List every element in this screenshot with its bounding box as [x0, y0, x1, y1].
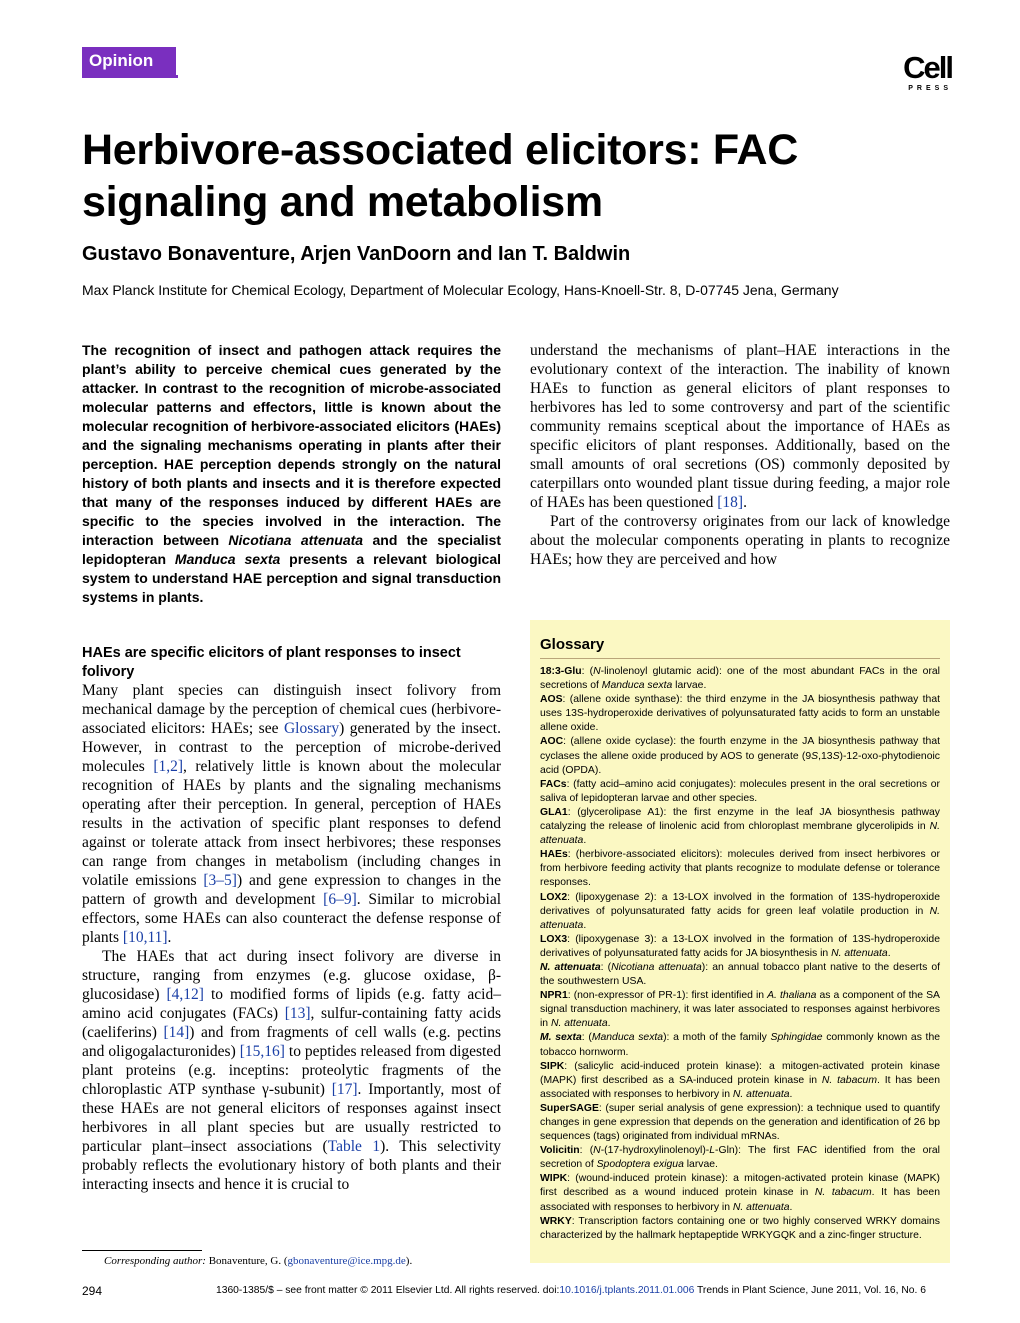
glossary-entry: AOS: (allene oxide synthase): the third enzyme in the JA biosynthesis pathway that uses 13S-hydroperoxide derivatives of polyunsaturated fatty acids to form an unstable allene oxide.	[540, 694, 940, 734]
glossary-term: SIPK	[540, 1060, 565, 1072]
glossary-term: AOS	[540, 694, 563, 706]
article-title: Herbivore-associated elicitors: FAC signaling and metabolism	[82, 126, 798, 226]
section-heading: HAEs are specific elicitors of plant responses to insect folivory	[82, 645, 461, 680]
glossary-entry: WRKY: Transcription factors containing one or two highly conserved WRKY domains characterized by the hallmark heptapeptide WRKYGQK and a zinc-finger structure.	[540, 1215, 940, 1241]
header-rule	[82, 75, 178, 78]
citation-link[interactable]: [13]	[284, 1005, 311, 1022]
glossary-entry: WIPK: (wound-induced protein kinase): a mitogen-activated protein kinase (MAPK) first described as a wound induced protein kinase in N. tabacum. It has been associated with responses to herbivory in N. attenuata.	[540, 1173, 941, 1213]
journal-footer: 1360-1385/$ – see front matter © 2011 Elsevier Ltd. All rights reserved. doi:10.1016/j.tplants.2011.01.006 Trends in Plant Science, June 2011, Vol. 16, No. 6	[216, 1285, 926, 1296]
glossary-link[interactable]: Glossary	[283, 720, 340, 737]
doi-link[interactable]: 10.1016/j.tplants.2011.01.006	[559, 1285, 695, 1296]
citation-link[interactable]: [18]	[717, 494, 744, 511]
glossary-term: AOC	[540, 736, 564, 748]
corresponding-author: Corresponding author: Bonaventure, G. (gbonaventure@ice.mpg.de).	[104, 1255, 413, 1267]
logo-sub-text: PRESS	[908, 85, 952, 92]
glossary-term: HAEs	[540, 849, 568, 861]
glossary-entry: AOC: (allene oxide cyclase): the fourth enzyme in the JA biosynthesis pathway that cyclases the allene oxide produced by AOS to generate (9S,13S)-12-oxo-phytodienoic acid (OPDA).	[540, 736, 940, 776]
glossary-entry: M. sexta: (Manduca sexta): a moth of the family Sphingidae commonly known as the tobacco hornworm.	[540, 1032, 941, 1058]
glossary-entry: NPR1: (non-expressor of PR-1): first identified in A. thaliana as a component of the SA signal transduction machinery, it was later associated to responses against herbivores in N. attenuata.	[540, 990, 940, 1030]
body-paragraph: understand the mechanisms of plant–HAE interactions in the evolutionary context of the interaction. The inability of known HAEs to function as general elicitors of plant responses to herbivores has led to some controversy and part of the scientific community remains sceptical about the importance of HAEs as specific elicitors of plant responses. Additionally, based on the small amounts of oral secretions (OS) commonly deposited by caterpillars onto wounded plant tissue during feeding, a major role of HAEs has been questioned [18].	[530, 342, 950, 511]
glossary-divider	[540, 658, 940, 659]
glossary-term: LOX2	[540, 891, 568, 903]
glossary-term: M. sexta	[540, 1032, 582, 1044]
glossary-entry: LOX3: (lipoxygenase 3): a 13-LOX involved in the formation of 13S-hydroperoxide derivatives of polyunsaturated fatty acids for JA biosynthesis in N. attenuata.	[540, 933, 940, 959]
citation-link[interactable]: [17]	[331, 1081, 358, 1098]
citation-link[interactable]: [4,12]	[166, 986, 204, 1003]
glossary-term: NPR1	[540, 990, 568, 1002]
body-paragraph: The HAEs that act during insect folivory are diverse in structure, ranging from enzymes (e.g. glucose oxidase, β-glucosidase) [4,12] to modified forms of lipids (e.g. fatty acid–amino acid conjugates (FACs) [13], sulfur-containing fatty acids (caeliferins) [14]) and from fragments of cell walls (e.g. pectins and oligogalacturonides) [15,16] to peptides released from digested plant proteins (e.g. inceptins: proteolytic fragments of the chloroplastic ATP synthase γ-subunit) [17]. Importantly, most of these HAEs are not general elicitors of responses against insect herbivores in all plant species but are usually restricted to particular plant–insect associations (Table 1). This selectivity probably reflects the evolutionary history of both plants and their interacting insects and hence it is crucial to	[82, 948, 502, 1193]
authors: Gustavo Bonaventure, Arjen VanDoorn and Ian T. Baldwin	[82, 243, 631, 265]
glossary-entry: LOX2: (lipoxygenase 2): a 13-LOX involved in the formation of 13S-hydroperoxide derivatives of polyunsaturated fatty acids for green leaf volatile production in N. attenuata.	[540, 891, 940, 931]
glossary-term: FACs	[540, 778, 567, 790]
glossary-title: Glossary	[540, 636, 605, 653]
page-number: 294	[82, 1284, 103, 1298]
citation-link[interactable]: [1,2]	[153, 758, 184, 775]
glossary-entry: SIPK: (salicylic acid-induced protein kinase): a mitogen-activated protein kinase (MAPK) first described as a SA-induced protein kinase in N. tabacum. It has been associated with responses to herbivory in N. attenuata.	[540, 1060, 941, 1100]
cell-press-logo	[886, 52, 952, 96]
glossary-entry: FACs: (fatty acid–amino acid conjugates): molecules present in the oral secretions or saliva of lepidopteran larvae and other species.	[540, 778, 940, 804]
body-paragraph: Part of the controversy originates from our lack of knowledge about the molecular components operating in plants to recognize HAEs; how they are perceived and how	[530, 513, 950, 568]
citation-link[interactable]: [6–9]	[323, 891, 357, 908]
glossary-term: GLA1	[540, 806, 568, 818]
glossary-list	[540, 665, 940, 1243]
section-tag: Opinion	[82, 47, 176, 75]
glossary-term: WIPK	[540, 1173, 568, 1185]
glossary-term: SuperSAGE	[540, 1102, 599, 1114]
glossary-entry: 18:3-Glu: (N-linolenoyl glutamic acid): one of the most abundant FACs in the oral secretions of Manduca sexta larvae.	[540, 666, 940, 692]
glossary-entry: SuperSAGE: (super serial analysis of gene expression): a technique used to quantify changes in gene expression that depends on the generation and identification of 26 bp sequences (tags) originated from individual mRNAs.	[540, 1102, 940, 1143]
glossary-term: N. attenuata	[540, 961, 601, 973]
footnote-rule	[82, 1250, 202, 1251]
affiliation: Max Planck Institute for Chemical Ecology, Department of Molecular Ecology, Hans-Knoell-Str. 8, D-07745 Jena, Germany	[82, 282, 839, 298]
citation-link[interactable]: [3–5]	[203, 872, 237, 889]
author-email-link[interactable]: gbonaventure@ice.mpg.de	[287, 1255, 406, 1267]
glossary-term: Volicitin	[540, 1145, 580, 1157]
logo-main-text: Cell	[903, 50, 952, 85]
body-left-column	[82, 681, 501, 1194]
body-paragraph: Many plant species can distinguish insect folivory from mechanical damage by the perception of chemical cues (herbivore-associated elicitors: HAEs; see Glossary) generated by the insect. However, in contrast to the perception of microbe-derived molecules [1,2], relatively little is known about the molecular recognition of HAEs by plants and the signaling mechanisms operating after their perception. In general, perception of HAEs results in the activation of specific plant responses to defend against or tolerate attack from insect herbivores; these responses can range from changes in metabolism (including changes in volatile emissions [3–5]) and gene expression to changes in the pattern of growth and development [6–9]. Similar to microbial effectors, some HAEs can also counteract the defense response of plants [10,11].	[82, 682, 502, 946]
citation-link[interactable]: [14]	[163, 1024, 190, 1041]
glossary-entry: GLA1: (glycerolipase A1): the first enzyme in the leaf JA biosynthesis pathway catalyzing the release of linolenic acid from chloroplast membrane glycerolipids in N. attenuata.	[540, 806, 940, 847]
citation-link[interactable]: [10,11]	[122, 929, 168, 946]
glossary-term: 18:3-Glu	[540, 666, 582, 677]
abstract: The recognition of insect and pathogen attack requires the plant’s ability to perceive chemical cues generated by the attacker. In contrast to the recognition of microbe-associated molecular patterns and effectors, little is known about the molecular recognition of herbivore-associated elicitors (HAEs) and the signaling mechanisms operating in plants after their perception. HAE perception depends strongly on the natural history of both plants and insects and it is therefore expected that many of the responses induced by different HAEs are specific to the species involved in the interaction. The interaction between Nicotiana attenuata and the specialist lepidopteran Manduca sexta presents a relevant biological system to understand HAE perception and signal transduction systems in plants.	[82, 342, 502, 605]
glossary-entry: N. attenuata: (Nicotiana attenuata): an annual tobacco plant native to the deserts of the southwestern USA.	[540, 961, 940, 988]
glossary-term: LOX3	[540, 933, 568, 945]
glossary-term: WRKY	[540, 1215, 572, 1227]
body-right-column	[530, 341, 950, 569]
table-link[interactable]: Table 1	[327, 1138, 381, 1155]
glossary-box	[530, 620, 950, 1263]
citation-link[interactable]: [15,16]	[239, 1043, 285, 1060]
glossary-entry: Volicitin: (N-(17-hydroxylinolenoyl)-L-Gln): The first FAC identified from the oral secretion of Spodoptera exigua larvae.	[540, 1145, 940, 1171]
glossary-entry: HAEs: (herbivore-associated elicitors): molecules derived from insect herbivores or from herbivore feeding activity that plants recognize to modulate defense or tolerance responses.	[540, 849, 940, 889]
